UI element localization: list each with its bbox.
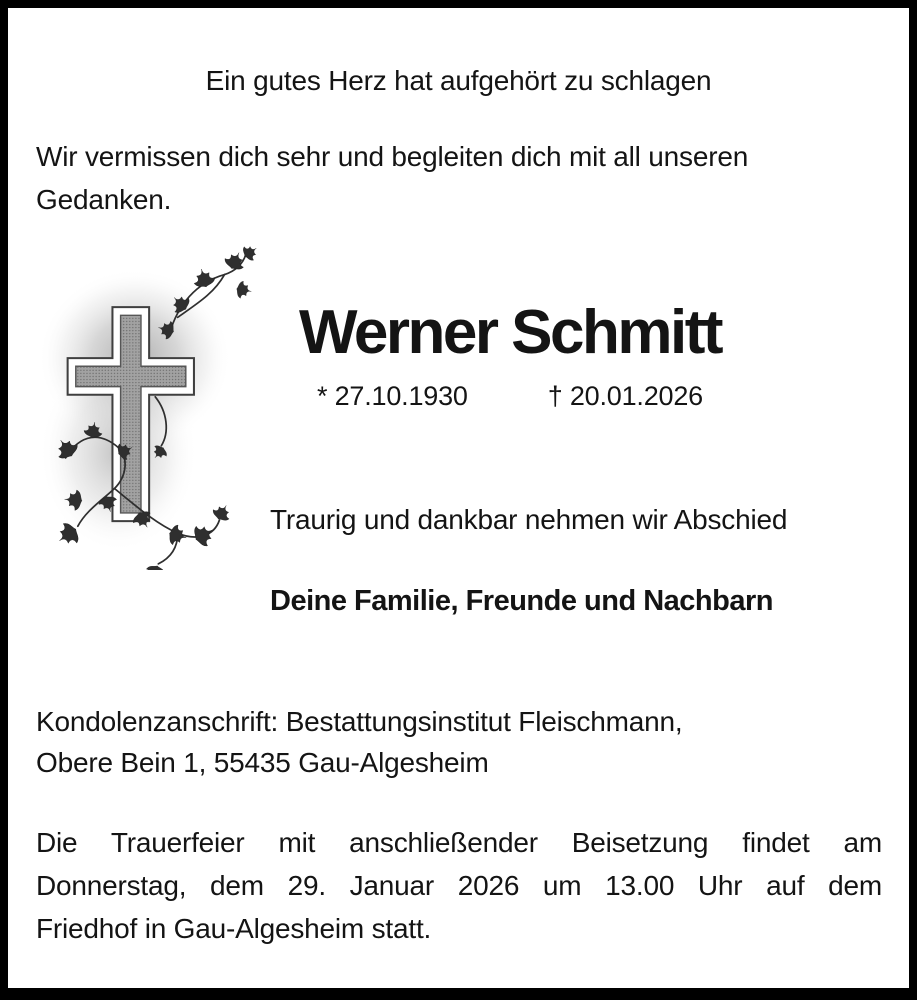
intro-line-1: Wir vermissen dich sehr und begleiten dich mit all unseren (36, 141, 749, 172)
mourners-line: Deine Familie, Freunde und Nachbarn (270, 585, 773, 617)
funeral-info (36, 821, 882, 950)
funeral-line-1: Die Trauerfeier mit anschließender Beisetzung findet am (36, 827, 882, 858)
life-dates (260, 381, 760, 412)
condolence-line-2: Obere Bein 1, 55435 Gau-Algesheim (36, 747, 489, 778)
funeral-line-2: Donnerstag, dem 29. Januar 2026 um 13.00 Uhr auf dem (36, 870, 882, 901)
deceased-block (260, 300, 760, 412)
deceased-name: Werner Schmitt (298, 298, 722, 367)
funeral-line-3: Friedhof in Gau-Algesheim statt. (36, 913, 432, 944)
condolence-address (36, 701, 876, 783)
intro-line-2: Gedanken. (36, 184, 172, 215)
epigraph-line: Ein gutes Herz hat aufgehört zu schlagen (205, 65, 712, 96)
cross-with-ivy-icon (24, 244, 260, 570)
condolence-line-1: Kondolenzanschrift: Bestattungsinstitut Fleischmann, (36, 706, 683, 737)
death-date: † 20.01.2026 (547, 381, 703, 412)
farewell-line: Traurig und dankbar nehmen wir Abschied (270, 504, 788, 535)
birth-date: * 27.10.1930 (317, 381, 468, 412)
intro-text (36, 135, 866, 221)
